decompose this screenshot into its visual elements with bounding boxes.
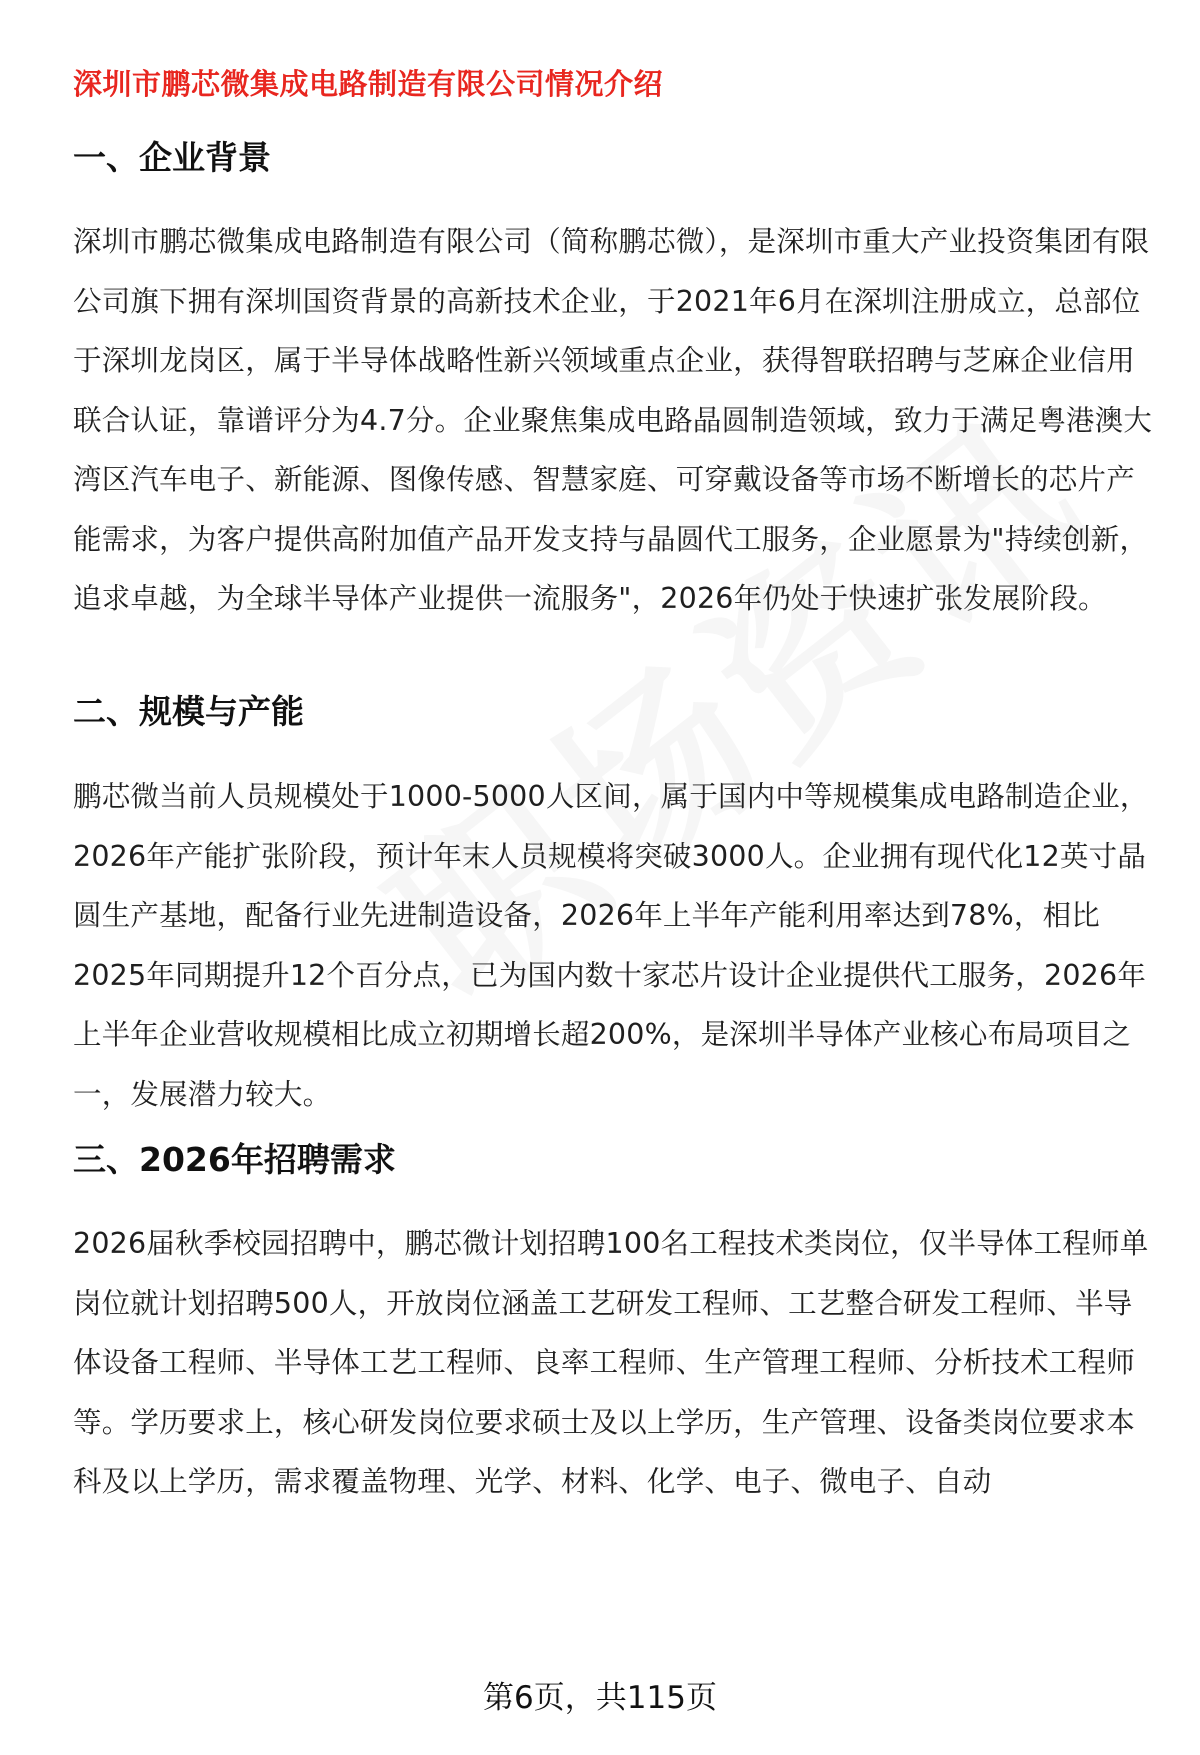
section-paragraph-recruitment: 2026届秋季校园招聘中，鹏芯微计划招聘100名工程技术类岗位，仅半导体工程师单岗位就计划招聘500人，开放岗位涵盖工艺研发工程师、工艺整合研发工程师、半导体设备工程师、半导体工艺工程师、良率工程师、生产管理工程师、分析技术工程师等。学历要求上，核心研发岗位要求硕士及以上学历，生产管理、设备类岗位要求本科及以上学历，需求覆盖物理、光学、材料、化学、电子、微电子、自动 <box>73 1227 1149 1498</box>
section-paragraph-background: 深圳市鹏芯微集成电路制造有限公司（简称鹏芯微），是深圳市重大产业投资集团有限公司旗下拥有深圳国资背景的高新技术企业，于2021年6月在深圳注册成立，总部位于深圳龙岗区，属于半导体战略性新兴领域重点企业，获得智联招聘与芝麻企业信用联合认证，靠谱评分为4.7分。企业聚焦集成电路晶圆制造领域，致力于满足粤港澳大湾区汽车电子、新能源、图像传感、智慧家庭、可穿戴设备等市场不断增长的芯片产能需求，为客户提供高附加值产品开发支持与晶圆代工服务，企业愿景为"持续创新，追求卓越，为全球半导体产业提供一流服务"，2026年仍处于快速扩张发展阶段。 <box>73 225 1153 615</box>
section-heading-scale: 二、规模与产能 <box>73 692 304 731</box>
document-title: 深圳市鹏芯微集成电路制造有限公司情况介绍 <box>73 67 664 101</box>
section-paragraph-scale: 鹏芯微当前人员规模处于1000-5000人区间，属于国内中等规模集成电路制造企业，2026年产能扩张阶段，预计年末人员规模将突破3000人。企业拥有现代化12英寸晶圆生产基地，配备行业先进制造设备，2026年上半年产能利用率达到78%，相比2025年同期提升12个百分点，已为国内数十家芯片设计企业提供代工服务，2026年上半年企业营收规模相比成立初期增长超200%，是深圳半导体产业核心布局项目之一，发展潜力较大。 <box>73 780 1149 1111</box>
page-number-footer: 第6页，共115页 <box>483 1680 717 1716</box>
section-heading-recruitment: 三、2026年招聘需求 <box>73 1140 396 1179</box>
section-heading-background: 一、企业背景 <box>73 138 271 177</box>
